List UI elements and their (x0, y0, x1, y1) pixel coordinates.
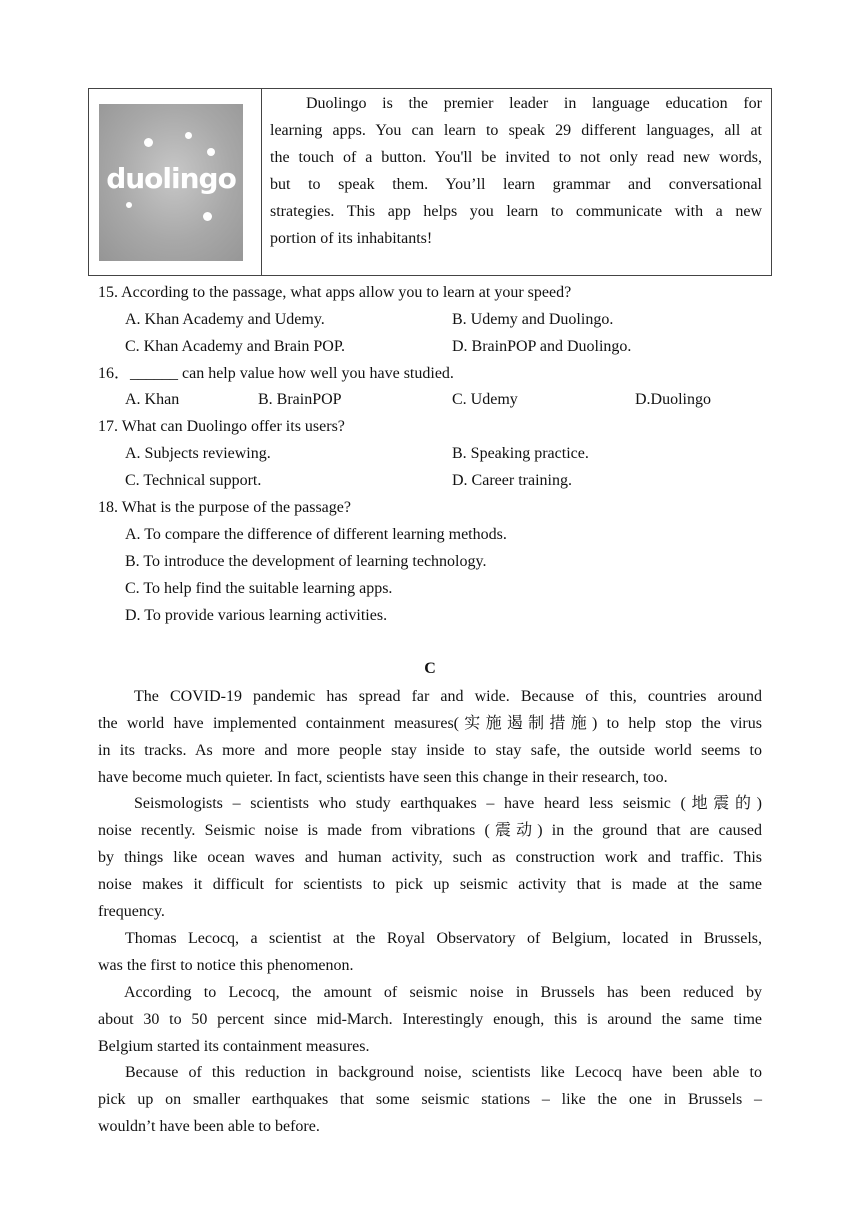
logo-wordmark: duolingo (106, 162, 236, 195)
question-18-option-a: A. To compare the difference of different learning methods. (125, 526, 507, 543)
intro-line: portion of its inhabitants! (270, 230, 433, 247)
paragraph-3 (98, 925, 762, 979)
question-16-option-a: A. Khan (125, 391, 180, 408)
question-16-option-d: D.Duolingo (635, 391, 711, 408)
paragraph-line: Belgium started its containment measures. (98, 1038, 370, 1055)
paragraph-line: Because of this reduction in background noise, scientists like Lecocq have been able to (125, 1064, 762, 1081)
question-16-option-c: C. Udemy (452, 391, 518, 408)
intro-line: strategies. This app helps you learn to communicate with a new (270, 203, 762, 220)
question-15-option-c: C. Khan Academy and Brain POP. (125, 338, 345, 355)
intro-line: the touch of a button. You'll be invited to not only read new words, (270, 149, 762, 166)
logo-dot (144, 138, 153, 147)
question-18-stem: 18. What is the purpose of the passage? (98, 499, 351, 516)
question-16-stem: 16．______ can help value how well you have studied. (98, 365, 454, 382)
paragraph-line: frequency. (98, 903, 165, 920)
paragraph-5 (98, 1059, 762, 1140)
paragraph-line: According to Lecocq, the amount of seismic noise in Brussels has been reduced by (124, 984, 762, 1001)
paragraph-line: noise makes it difficult for scientists to pick up seismic activity that is made at the same (98, 876, 762, 893)
paragraph-2 (98, 790, 762, 925)
paragraph-line: was the first to notice this phenomenon. (98, 957, 354, 974)
logo-dot (207, 148, 215, 156)
question-17-option-a: A. Subjects reviewing. (125, 445, 271, 462)
question-15-option-a: A. Khan Academy and Udemy. (125, 311, 325, 328)
question-15-option-d: D. BrainPOP and Duolingo. (452, 338, 632, 355)
intro-line: but to speak them. You’ll learn grammar and conversational (270, 176, 762, 193)
paragraph-line: in its tracks. As more and more people stay inside to stay safe, the outside world seems to (98, 742, 762, 759)
question-18-option-b: B. To introduce the development of learning technology. (125, 553, 487, 570)
paragraph-line: wouldn’t have been able to before. (98, 1118, 320, 1135)
intro-line: learning apps. You can learn to speak 29 different languages, all at (270, 122, 762, 139)
paragraph-line: pick up on smaller earthquakes that some seismic stations – like the one in Brussels – (98, 1091, 762, 1108)
paragraph-4 (98, 979, 762, 1060)
question-18-option-d: D. To provide various learning activities. (125, 607, 388, 624)
section-title: C (424, 660, 436, 677)
paragraph-line: the world have implemented containment measures(实施遏制措施) to help stop the virus (98, 715, 762, 732)
question-17-option-d: D. Career training. (452, 472, 572, 489)
intro-text (270, 90, 762, 252)
logo-dot (203, 212, 212, 221)
paragraph-line: Thomas Lecocq, a scientist at the Royal Observatory of Belgium, located in Brussels, (125, 930, 762, 947)
paragraph-line: Seismologists – scientists who study earthquakes – have heard less seismic (地震的) (134, 795, 762, 812)
question-15-stem: 15. According to the passage, what apps allow you to learn at your speed? (98, 284, 572, 301)
logo-dot (126, 202, 132, 208)
question-18-option-c: C. To help find the suitable learning apps. (125, 580, 393, 597)
paragraph-line: The COVID-19 pandemic has spread far and wide. Because of this, countries around (134, 688, 762, 705)
paragraph-1 (98, 683, 762, 791)
question-17-option-c: C. Technical support. (125, 472, 262, 489)
paragraph-line: noise recently. Seismic noise is made from vibrations (震动) in the ground that are caused (98, 822, 762, 839)
question-16-option-b: B. BrainPOP (258, 391, 342, 408)
table-divider (261, 88, 262, 276)
duolingo-logo-image (99, 104, 243, 261)
paragraph-line: have become much quieter. In fact, scientists have seen this change in their research, too. (98, 769, 668, 786)
question-15-option-b: B. Udemy and Duolingo. (452, 311, 614, 328)
question-17-option-b: B. Speaking practice. (452, 445, 589, 462)
question-17-stem: 17. What can Duolingo offer its users? (98, 418, 345, 435)
paragraph-line: about 30 to 50 percent since mid-March. Interestingly enough, this is around the same time (98, 1011, 762, 1028)
logo-dot (185, 132, 192, 139)
intro-line: Duolingo is the premier leader in language education for (306, 95, 762, 112)
paragraph-line: by things like ocean waves and human activity, such as construction work and traffic. This (98, 849, 762, 866)
